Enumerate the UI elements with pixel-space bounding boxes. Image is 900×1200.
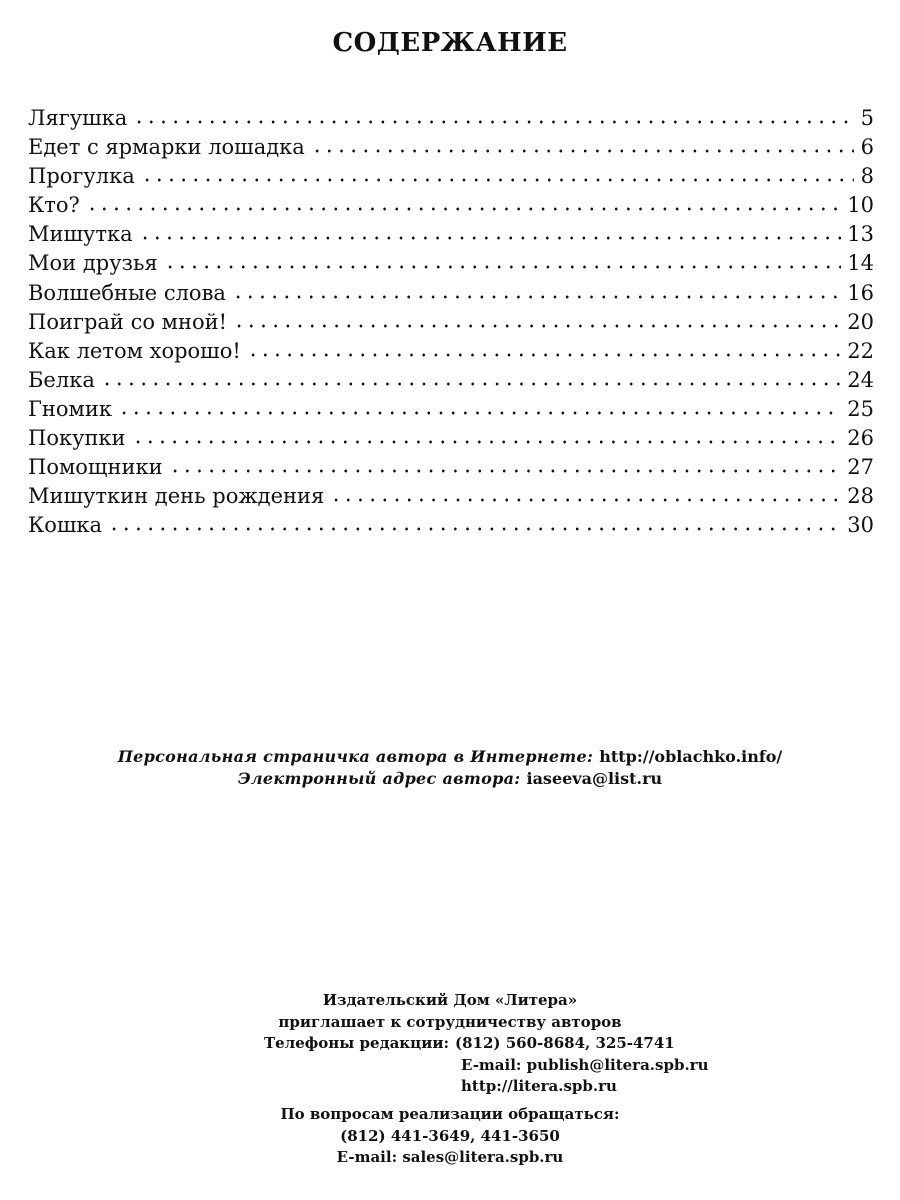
toc-entry-page: 5: [860, 106, 874, 130]
toc-entry-title: Помощники: [28, 455, 163, 480]
sales-info: [0, 1104, 900, 1169]
sales-phones: (812) 441-3649, 441-3650: [340, 1126, 560, 1145]
toc-entry: [28, 337, 874, 366]
toc-entry-title: Белка: [28, 367, 95, 392]
toc-entry-title: Поиграй со мной!: [28, 309, 228, 334]
toc-entry-page: 13: [847, 222, 874, 247]
dot-leader: [169, 469, 842, 473]
toc-entry: [28, 279, 874, 308]
publisher-site-link[interactable]: http://litera.spb.ru: [461, 1077, 617, 1095]
toc-entry: [28, 220, 874, 249]
toc-entry-title: Волшебные слова: [28, 280, 226, 305]
dot-leader: [133, 120, 854, 124]
author-email-line: [0, 768, 900, 790]
toc-entry: [28, 249, 874, 278]
toc-entry-page: 25: [847, 396, 874, 421]
publisher-phones-line: [0, 1033, 900, 1055]
publisher-email[interactable]: E-mail: publish@litera.spb.ru: [461, 1055, 709, 1074]
toc-entry: [28, 482, 874, 511]
toc-entry-title: Кошка: [28, 513, 103, 538]
toc-entry: [28, 511, 874, 540]
publisher-invite: приглашает к сотрудничеству авторов: [278, 1012, 622, 1031]
author-homepage-line: [0, 746, 900, 768]
dot-leader: [86, 207, 841, 211]
toc-entry: [28, 133, 874, 162]
dot-leader: [233, 324, 841, 328]
page-title: СОДЕРЖАНИЕ: [332, 28, 568, 58]
toc-entry-page: 16: [847, 280, 874, 305]
dot-leader: [232, 295, 841, 299]
dot-leader: [139, 236, 842, 240]
author-homepage-link[interactable]: http://oblachko.info/: [599, 747, 783, 766]
dot-leader: [141, 178, 854, 182]
toc-entry: [28, 453, 874, 482]
toc-entry-page: 26: [847, 426, 874, 451]
publisher-info: [0, 990, 900, 1098]
author-info: [0, 746, 900, 790]
toc-entry: [28, 395, 874, 424]
table-of-contents: [28, 104, 874, 540]
dot-leader: [101, 382, 841, 386]
dot-leader: [164, 265, 842, 269]
author-email-label: Электронный адрес автора:: [237, 769, 521, 788]
toc-entry: [28, 308, 874, 337]
toc-entry-page: 6: [860, 135, 874, 160]
toc-entry-title: Мишуткин день рождения: [28, 484, 325, 509]
dot-leader: [118, 411, 841, 415]
toc-entry-title: Прогулка: [28, 164, 135, 189]
toc-entry-page: 28: [847, 484, 874, 509]
sales-email[interactable]: E-mail: sales@litera.spb.ru: [336, 1148, 564, 1166]
author-homepage-label: Персональная страничка автора в Интернете:: [117, 747, 594, 766]
toc-entry: [28, 162, 874, 191]
toc-entry-page: 24: [847, 367, 874, 392]
dot-leader: [108, 527, 841, 531]
toc-entry: [28, 424, 874, 453]
toc-entry: [28, 366, 874, 395]
toc-entry-page: 14: [847, 251, 874, 276]
publisher-phones-label: Телефоны редакции:: [263, 1034, 449, 1052]
publisher-phones: (812) 560-8684, 325-4741: [455, 1034, 675, 1052]
toc-entry: [28, 191, 874, 220]
toc-entry-title: Мои друзья: [28, 251, 158, 276]
toc-entry-page: 20: [847, 309, 874, 334]
toc-entry-title: Мишутка: [28, 222, 133, 247]
dot-leader: [132, 440, 842, 444]
toc-entry-title: Покупки: [28, 426, 126, 451]
toc-entry-title: Как летом хорошо!: [28, 338, 241, 363]
publisher-name: Издательский Дом «Литера»: [322, 991, 578, 1009]
sales-heading: По вопросам реализации обращаться:: [280, 1105, 620, 1123]
dot-leader: [330, 498, 841, 502]
toc-entry: [28, 104, 874, 133]
author-email-link[interactable]: iaseeva@list.ru: [526, 769, 663, 788]
dot-leader: [247, 353, 841, 357]
dot-leader: [311, 149, 854, 153]
toc-entry-page: 27: [847, 455, 874, 480]
toc-entry-page: 30: [847, 513, 874, 538]
toc-entry-page: 22: [847, 338, 874, 363]
toc-entry-title: Лягушка: [28, 106, 128, 130]
toc-entry-page: 8: [860, 164, 874, 189]
toc-entry-page: 10: [847, 193, 874, 218]
toc-entry-title: Гномик: [28, 396, 112, 421]
toc-entry-title: Едет с ярмарки лошадка: [28, 135, 305, 160]
toc-entry-title: Кто?: [28, 193, 80, 218]
